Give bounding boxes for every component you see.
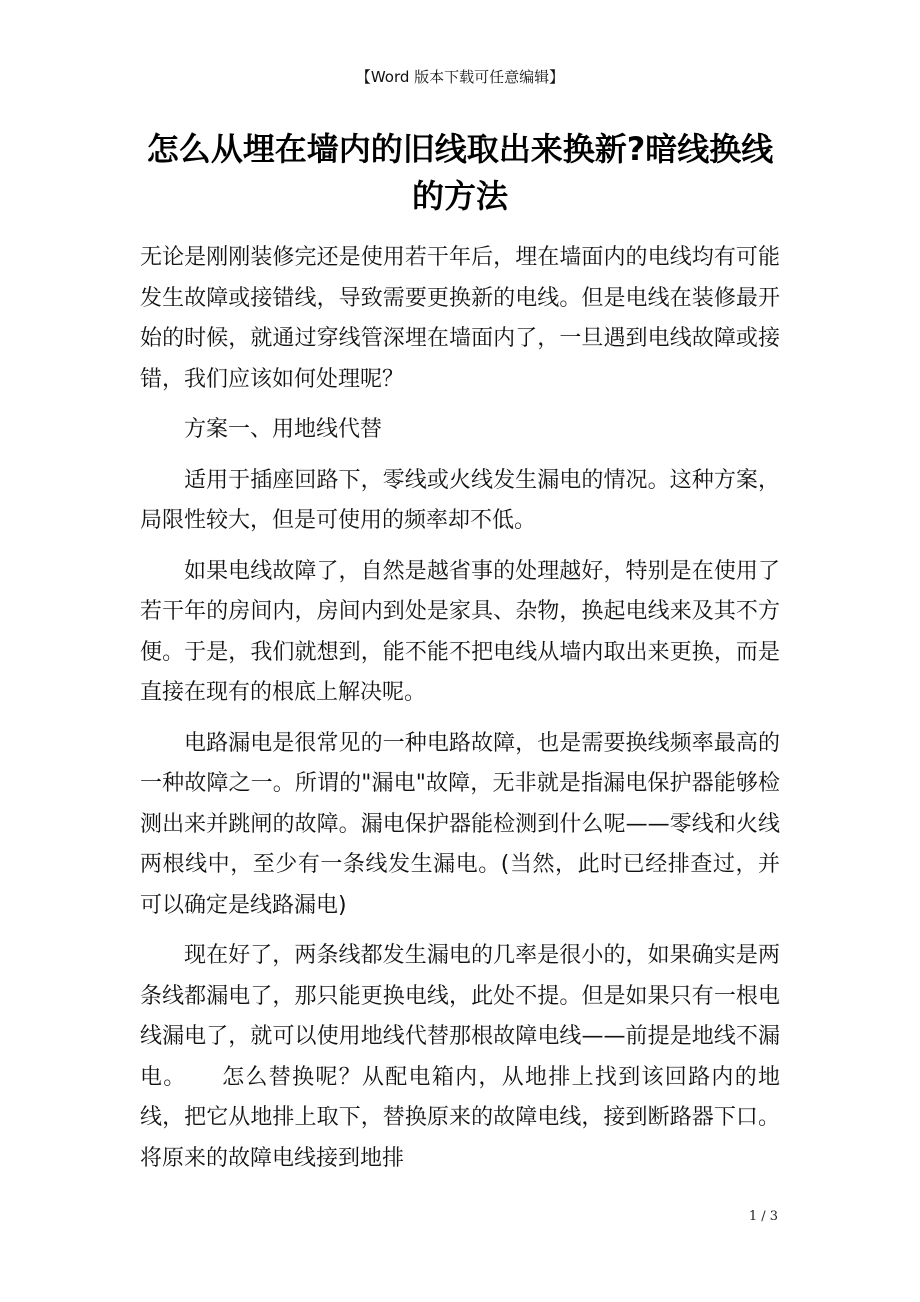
section-heading: 方案一、用地线代替 <box>184 417 383 442</box>
paragraph: 电路漏电是很常见的一种电路故障，也是需要换线频率最高的一种故障之一。所谓的"漏电"故障，无非就是指漏电保护器能够检测出来并跳闸的故障。漏电保护器能检测到什么呢——零线和火线两根线中，至少有一条线发生漏电。(当然，此时已经排查过，并可以确定是线路漏电) <box>140 730 780 918</box>
paragraph-intro: 无论是刚刚装修完还是使用若干年后，埋在墙面内的电线均有可能发生故障或接错线，导致需要更换新的电线。但是电线在装修最开始的时候，就通过穿线管深埋在墙面内了，一旦遇到电线故障或接错，我们应该如何处理呢？ <box>140 245 780 392</box>
document-body <box>140 238 780 1189</box>
paragraph: 如果电线故障了，自然是越省事的处理越好，特别是在使用了若干年的房间内，房间内到处是家具、杂物，换起电线来及其不方便。于是，我们就想到，能不能不把电线从墙内取出来更换，而是直接在现有的根底上解决呢。 <box>140 558 780 705</box>
page-title: 怎么从埋在墙内的旧线取出来换新?暗线换线的方法 <box>146 130 774 215</box>
header-note: 【Word 版本下载可任意编辑】 <box>355 68 565 86</box>
paragraph: 现在好了，两条线都发生漏电的几率是很小的，如果确实是两条线都漏电了，那只能更换电线，此处不提。但是如果只有一根电线漏电了，就可以使用地线代替那根故障电线——前提是地线不漏电。 怎么替换呢？从配电箱内，从地排上找到该回路内的地线，把它从地排上取下，替换原来的故障电线，接到断路器下口。将原来的故障电线接到地排 <box>140 943 780 1171</box>
paragraph: 适用于插座回路下，零线或火线发生漏电的情况。这种方案，局限性较大，但是可使用的频率却不低。 <box>140 467 780 533</box>
page-number: 1 / 3 <box>748 1209 778 1224</box>
